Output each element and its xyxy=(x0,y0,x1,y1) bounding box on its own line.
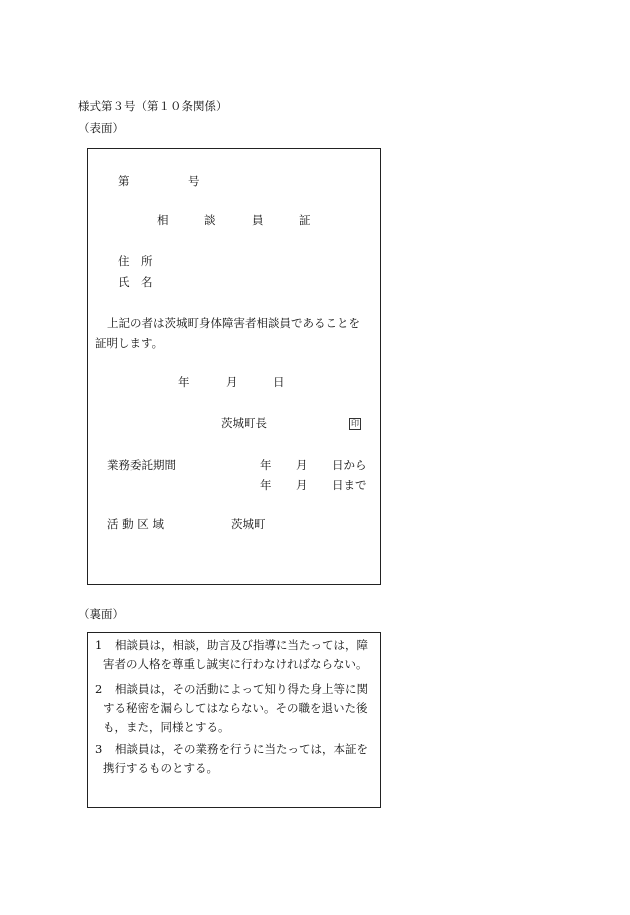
title-char: 談 xyxy=(204,213,216,227)
term-to-year: 年 xyxy=(260,478,272,492)
note-text: 相談員は，その業務を行うに当たっては，本証を xyxy=(115,742,368,756)
statement-line-2: 証明します。 xyxy=(95,336,164,350)
note-first-line xyxy=(95,740,379,759)
note-item xyxy=(95,636,379,674)
title-char: 員 xyxy=(252,213,264,227)
term-from-month: 月 xyxy=(296,458,308,472)
note-continuation: する秘密を漏らしてはならない。その職を退いた後 xyxy=(103,701,368,715)
note-text: 相談員は，その活動によって知り得た身上等に関 xyxy=(115,682,368,696)
note-continuation: 携行するものとする。 xyxy=(103,761,218,775)
seal-mark: 印 xyxy=(351,419,359,428)
note-item xyxy=(95,740,379,778)
address-label: 住 所 xyxy=(118,254,153,268)
note-first-line xyxy=(95,680,379,699)
title-char: 相 xyxy=(157,213,169,227)
note-continuation: 害者の人格を尊重し誠実に行わなければならない。 xyxy=(103,657,368,671)
term-label: 業務委託期間 xyxy=(107,458,176,472)
number-prefix: 第 xyxy=(118,174,130,188)
note-text: 相談員は，相談，助言及び指導に当たっては，障 xyxy=(115,638,368,652)
note-number: 1 xyxy=(95,638,103,652)
note-item xyxy=(95,680,379,737)
statement-line-1: 上記の者は茨城町身体障害者相談員であることを xyxy=(107,316,360,330)
term-from-year: 年 xyxy=(260,458,272,472)
issue-date-month: 月 xyxy=(226,375,238,389)
term-to-day: 日まで xyxy=(332,478,367,492)
issue-date-year: 年 xyxy=(178,375,190,389)
name-label: 氏 名 xyxy=(118,275,153,289)
front-side-label: （表面） xyxy=(78,121,124,135)
note-number: 2 xyxy=(95,682,103,696)
title-char: 証 xyxy=(299,213,311,227)
area-value: 茨城町 xyxy=(231,517,266,531)
issuer-title: 茨城町長 xyxy=(221,416,267,430)
number-suffix: 号 xyxy=(188,174,200,188)
term-from-day: 日から xyxy=(332,458,367,472)
note-first-line xyxy=(95,636,379,655)
note-continuation: も，また，同様とする。 xyxy=(103,720,230,734)
term-to-month: 月 xyxy=(296,478,308,492)
form-number: 様式第３号（第１０条関係） xyxy=(78,99,228,113)
note-number: 3 xyxy=(95,742,103,756)
issue-date-day: 日 xyxy=(273,375,285,389)
area-label: 活 動 区 域 xyxy=(107,517,164,531)
back-side-label: （裏面） xyxy=(78,607,124,621)
